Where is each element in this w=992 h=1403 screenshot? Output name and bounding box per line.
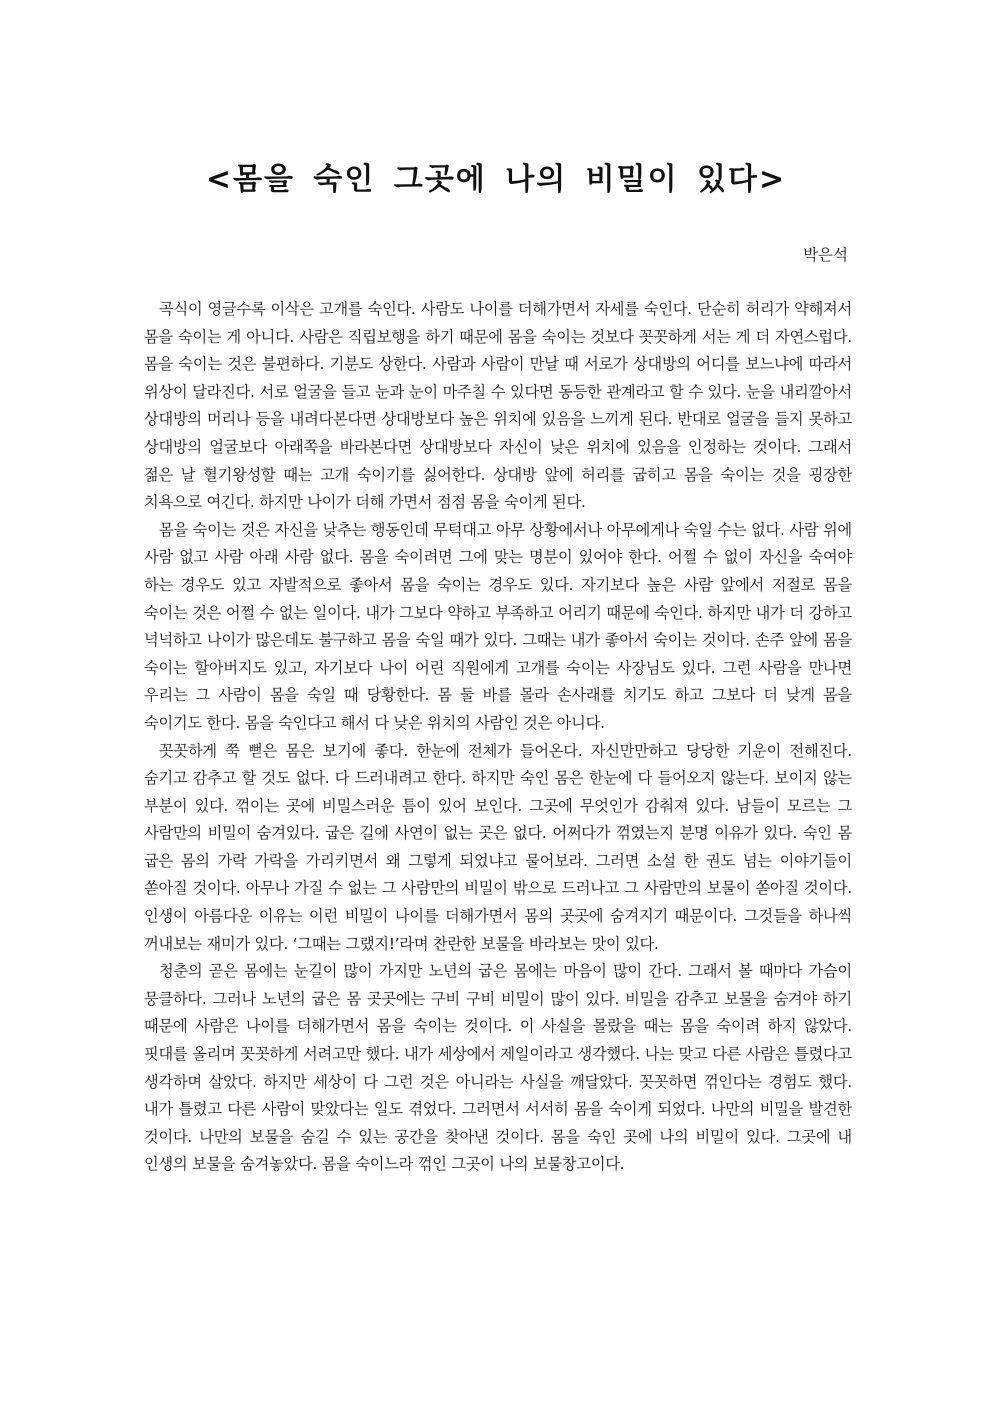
essay-body (144, 296, 852, 1179)
paragraph-2: 몸을 숙이는 것은 자신을 낮추는 행동인데 무턱대고 아무 상황에서나 아무에게나 숙일 수는 없다. 사람 위에 사람 없고 사람 아래 사람 없다. 몸을 숙이려면 그에 맞는 명분이 있어야 한다. 어쩔 수 없이 자신을 숙여야 하는 경우도 있고 자발적으로 좋아서 몸을 숙이는 경우도 있다. 자기보다 높은 사람 앞에서 저절로 몸을 숙이는 것은 어쩔 수 없는 일이다. 내가 그보다 약하고 부족하고 어리기 때문에 숙인다. 하지만 내가 더 강하고 넉넉하고 나이가 많은데도 불구하고 몸을 숙일 때가 있다. 그때는 내가 좋아서 숙이는 것이다. 손주 앞에 몸을 숙이는 할아버지도 있고, 자기보다 나이 어린 직원에게 고개를 숙이는 사장님도 있다. 그런 사람을 만나면 우리는 그 사람이 몸을 숙일 때 당황한다. 몸 둘 바를 몰라 손사래를 치기도 하고 그보다 더 낮게 몸을 숙이기도 한다. 몸을 숙인다고 해서 다 낮은 위치의 사람인 것은 아니다. (144, 520, 852, 732)
page-title: <몸을 숙인 그곳에 나의 비밀이 있다> (205, 162, 787, 197)
paragraph-4: 청춘의 곧은 몸에는 눈길이 많이 가지만 노년의 굽은 몸에는 마음이 많이 간다. 그래서 볼 때마다 가슴이 뭉클하다. 그러나 노년의 굽은 몸 곳곳에는 구비 구비 비밀이 많이 있다. 비밀을 감추고 보물을 숨겨야 하기 때문에 사람은 나이를 더해가면서 몸을 숙이는 것이다. 이 사실을 몰랐을 때는 몸을 숙이려 하지 않았다. 핏대를 올리며 꼿꼿하게 서려고만 했다. 내가 세상에서 제일이라고 생각했다. 나는 맞고 다른 사람은 틀렸다고 생각하며 살았다. 하지만 세상이 다 그런 것은 아니라는 사실을 깨달았다. 꼿꼿하면 꺾인다는 경험도 했다. 내가 틀렸고 다른 사람이 맞았다는 일도 겪었다. 그러면서 서서히 몸을 숙이게 되었다. 나만의 비밀을 발견한 것이다. 나만의 보물을 숨길 수 있는 공간을 찾아낸 것이다. 몸을 숙인 곳에 나의 비밀이 있다. 그곳에 내 인생의 보물을 숨겨놓았다. 몸을 숙이느라 꺾인 그곳이 나의 보물창고이다. (144, 962, 852, 1174)
paragraph-3: 꼿꼿하게 쭉 뻗은 몸은 보기에 좋다. 한눈에 전체가 들어온다. 자신만만하고 당당한 기운이 전해진다. 숨기고 감추고 할 것도 없다. 다 드러내려고 한다. 하지만 숙인 몸은 한눈에 다 들어오지 않는다. 보이지 않는 부분이 있다. 꺾이는 곳에 비밀스러운 틈이 있어 보인다. 그곳에 무엇인가 감춰져 있다. 남들이 모르는 그 사람만의 비밀이 숨겨있다. 굽은 길에 사연이 없는 곳은 없다. 어쩌다가 꺾였는지 분명 이유가 있다. 숙인 몸 굽은 몸의 가락 가락을 가리키면서 왜 그렇게 되었냐고 물어보라. 그러면 소설 한 권도 넘는 이야기들이 쏟아질 것이다. 아무나 가질 수 없는 그 사람만의 비밀이 밖으로 드러나고 그 사람만의 보물이 쏟아질 것이다. 인생이 아름다운 이유는 이런 비밀이 나이를 더해가면서 몸의 곳곳에 숨겨지기 때문이다. 그것들을 하나씩 꺼내보는 재미가 있다. ‘그때는 그랬지!’라며 찬란한 보물을 바라보는 맛이 있다. (144, 741, 852, 953)
author-name: 박은석 (803, 246, 848, 264)
paragraph-1: 곡식이 영글수록 이삭은 고개를 숙인다. 사람도 나이를 더해가면서 자세를 숙인다. 단순히 허리가 약해져서 몸을 숙이는 게 아니다. 사람은 직립보행을 하기 때문에 몸을 숙이는 것보다 꼿꼿하게 서는 게 더 자연스럽다. 몸을 숙이는 것은 불편하다. 기분도 상한다. 사람과 사람이 만날 때 서로가 상대방의 어디를 보느냐에 따라서 위상이 달라진다. 서로 얼굴을 들고 눈과 눈이 마주칠 수 있다면 동등한 관계라고 할 수 있다. 눈을 내리깔아서 상대방의 머리나 등을 내려다본다면 상대방보다 높은 위치에 있음을 느끼게 된다. 반대로 얼굴을 들지 못하고 상대방의 얼굴보다 아래쪽을 바라본다면 상대방보다 자신이 낮은 위치에 있음을 인정하는 것이다. 그래서 젊은 날 혈기왕성할 때는 고개 숙이기를 싫어한다. 상대방 앞에 허리를 굽히고 몸을 숙이는 것을 굉장한 치욕으로 여긴다. 하지만 나이가 더해 가면서 점점 몸을 숙이게 된다. (144, 300, 852, 512)
